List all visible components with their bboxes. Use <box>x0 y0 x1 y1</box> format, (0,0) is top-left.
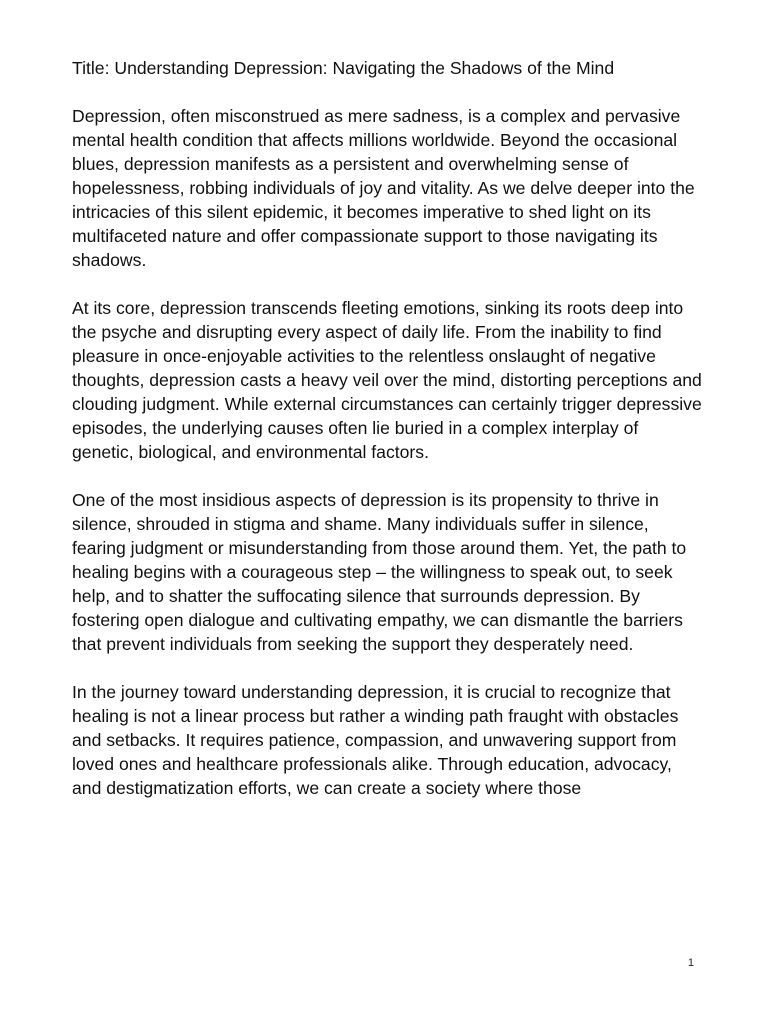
paragraph-2: At its core, depression transcends fleeting emotions, sinking its roots deep into the psyche and disrupting every aspect of daily life. From the inability to find pleasure in once-enjoyable activities to the relentless onslaught of negative thoughts, depression casts a heavy veil over the mind, distorting perceptions and clouding judgment. While external circumstances can certainly trigger depressive episodes, the underlying causes often lie buried in a complex interplay of genetic, biological, and environmental factors. <box>72 298 702 462</box>
paragraph-3: One of the most insidious aspects of depression is its propensity to thrive in silence, shrouded in stigma and shame. Many individuals suffer in silence, fearing judgment or misunderstanding from those around them. Yet, the path to healing begins with a courageous step – the willingness to speak out, to seek help, and to shatter the suffocating silence that surrounds depression. By fostering open dialogue and cultivating empathy, we can dismantle the barriers that prevent individuals from seeking the support they desperately need. <box>72 490 687 654</box>
document-body <box>72 56 702 824</box>
page-number: 1 <box>687 957 694 969</box>
document-title: Title: Understanding Depression: Navigating the Shadows of the Mind <box>72 58 615 78</box>
paragraph-4: In the journey toward understanding depression, it is crucial to recognize that healing is not a linear process but rather a winding path fraught with obstacles and setbacks. It requires patience, compassion, and unwavering support from loved ones and healthcare professionals alike. Through education, advocacy, and destigmatization efforts, we can create a society where those <box>72 682 679 798</box>
paragraph-1: Depression, often misconstrued as mere sadness, is a complex and pervasive mental health condition that affects millions worldwide. Beyond the occasional blues, depression manifests as a persistent and overwhelming sense of hopelessness, robbing individuals of joy and vitality. As we delve deeper into the intricacies of this silent epidemic, it becomes imperative to shed light on its multifaceted nature and offer compassionate support to those navigating its shadows. <box>72 106 695 270</box>
